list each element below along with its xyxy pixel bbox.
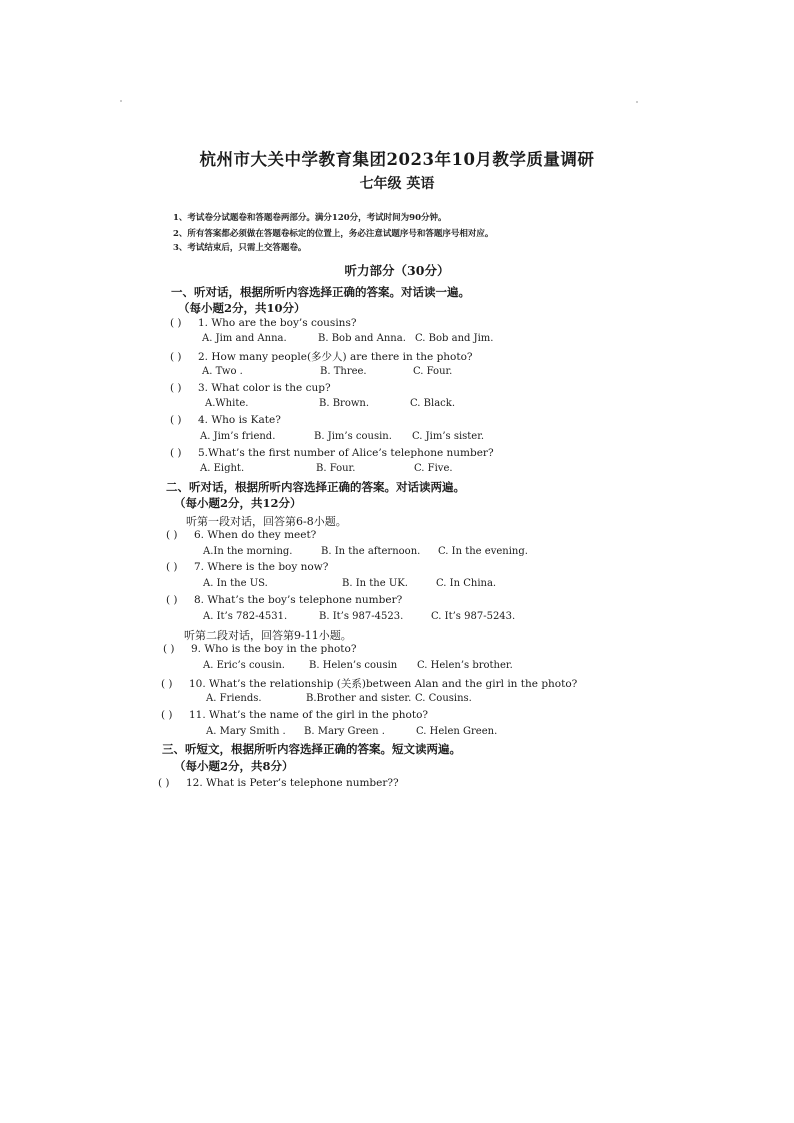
answer-bracket[interactable]: ( ) xyxy=(158,777,170,789)
question-text: 7. Where is the boy now? xyxy=(194,561,329,573)
option: C. Bob and Jim. xyxy=(415,333,494,344)
option: B. Jim’s cousin. xyxy=(314,431,392,442)
question-text: 4. Who is Kate? xyxy=(198,414,281,426)
instruction-note: 1、考试卷分试题卷和答题卷两部分。满分120分，考试时间为90分钟。 xyxy=(173,213,447,223)
option: A. Two . xyxy=(202,366,243,377)
option: C. Five. xyxy=(414,463,453,474)
answer-bracket[interactable]: ( ) xyxy=(170,351,182,363)
scan-speck xyxy=(636,101,638,103)
question-text: 6. When do they meet? xyxy=(194,529,317,541)
answer-bracket[interactable]: ( ) xyxy=(161,709,173,721)
part-heading: 一、听对话，根据所听内容选择正确的答案。对话读一遍。 xyxy=(171,285,470,299)
answer-bracket[interactable]: ( ) xyxy=(163,643,175,655)
option: B. Four. xyxy=(316,463,356,474)
question-line xyxy=(166,561,328,573)
option: C. Jim’s sister. xyxy=(412,431,485,442)
option: C. Black. xyxy=(410,398,455,409)
option: C. In the evening. xyxy=(438,546,528,557)
question-line xyxy=(170,382,331,394)
option: B. In the UK. xyxy=(342,578,408,589)
option: C. It’s 987-5243. xyxy=(431,611,516,622)
option: A. Mary Smith . xyxy=(206,726,286,737)
exam-subtitle: 七年级 英语 xyxy=(359,176,435,192)
answer-bracket[interactable]: ( ) xyxy=(161,678,173,690)
part-heading: 三、听短文，根据所听内容选择正确的答案。短文读两遍。 xyxy=(162,742,461,756)
answer-bracket[interactable]: ( ) xyxy=(170,414,182,426)
instruction-note: 3、考试结束后，只需上交答题卷。 xyxy=(173,243,307,253)
answer-bracket[interactable]: ( ) xyxy=(170,382,182,394)
dialogue-instruction: 听第二段对话，回答第9-11小题。 xyxy=(184,629,352,642)
question-text: 11. What’s the name of the girl in the photo? xyxy=(189,709,429,721)
option: C. In China. xyxy=(436,578,497,589)
option: B. Helen’s cousin xyxy=(309,660,398,671)
option: B. It’s 987-4523. xyxy=(319,611,404,622)
answer-bracket[interactable]: ( ) xyxy=(166,529,178,541)
scan-speck xyxy=(120,100,122,102)
option: B. Mary Green . xyxy=(304,726,385,737)
option: C. Cousins. xyxy=(415,693,472,704)
option: A.White. xyxy=(205,398,249,409)
part-scoring: （每小题2分，共8分） xyxy=(174,759,294,773)
option: B. In the afternoon. xyxy=(321,546,421,557)
instruction-note: 2、所有答案都必须做在答题卷标定的位置上，务必注意试题序号和答题序号相对应。 xyxy=(173,229,494,239)
part-scoring: （每小题2分，共12分） xyxy=(174,496,302,510)
option: C. Helen Green. xyxy=(416,726,498,737)
question-line xyxy=(161,676,577,691)
option: B. Bob and Anna. xyxy=(318,333,406,344)
question-text: 8. What’s the boy’s telephone number? xyxy=(194,594,403,606)
option: B. Brown. xyxy=(319,398,370,409)
option: B.Brother and sister. xyxy=(306,693,412,704)
part-scoring: （每小题2分，共10分） xyxy=(178,301,306,315)
option: A. Eight. xyxy=(200,463,245,474)
question-line xyxy=(170,414,281,426)
question-text: 12. What is Peter’s telephone number?? xyxy=(186,777,399,789)
option: B. Three. xyxy=(320,366,367,377)
question-line xyxy=(163,643,356,655)
option: A. Eric’s cousin. xyxy=(203,660,285,671)
option: A. Jim’s friend. xyxy=(200,431,276,442)
question-text: 9. Who is the boy in the photo? xyxy=(191,643,357,655)
exam-title: 杭州市大关中学教育集团2023年10月教学质量调研 xyxy=(199,150,595,169)
option: C. Four. xyxy=(413,366,453,377)
option: A. Friends. xyxy=(206,693,262,704)
dialogue-instruction: 听第一段对话，回答第6-8小题。 xyxy=(186,515,347,528)
question-text: 2. How many people(多少人) are there in the photo? xyxy=(198,351,473,363)
question-line xyxy=(170,349,473,364)
option: A. It’s 782-4531. xyxy=(203,611,288,622)
answer-bracket[interactable]: ( ) xyxy=(170,447,182,459)
part-heading: 二、听对话，根据所听内容选择正确的答案。对话读两遍。 xyxy=(166,480,465,494)
question-text: 3. What color is the cup? xyxy=(198,382,331,394)
answer-bracket[interactable]: ( ) xyxy=(166,561,178,573)
question-line xyxy=(166,594,402,606)
section-title: 听力部分（30分） xyxy=(344,263,450,278)
option: A.In the morning. xyxy=(203,546,293,557)
question-line xyxy=(161,709,428,721)
answer-bracket[interactable]: ( ) xyxy=(170,317,182,329)
answer-bracket[interactable]: ( ) xyxy=(166,594,178,606)
question-line xyxy=(166,529,316,541)
question-text: 10. What’s the relationship (关系)between Alan and the girl in the photo? xyxy=(189,678,578,690)
question-line xyxy=(170,447,494,459)
question-text: 1. Who are the boy’s cousins? xyxy=(198,317,357,329)
option: C. Helen’s brother. xyxy=(417,660,513,671)
question-line xyxy=(170,317,356,329)
option: A. In the US. xyxy=(203,578,268,589)
question-line xyxy=(158,777,399,789)
question-text: 5.What’s the first number of Alice’s telephone number? xyxy=(198,447,494,459)
option: A. Jim and Anna. xyxy=(202,333,287,344)
